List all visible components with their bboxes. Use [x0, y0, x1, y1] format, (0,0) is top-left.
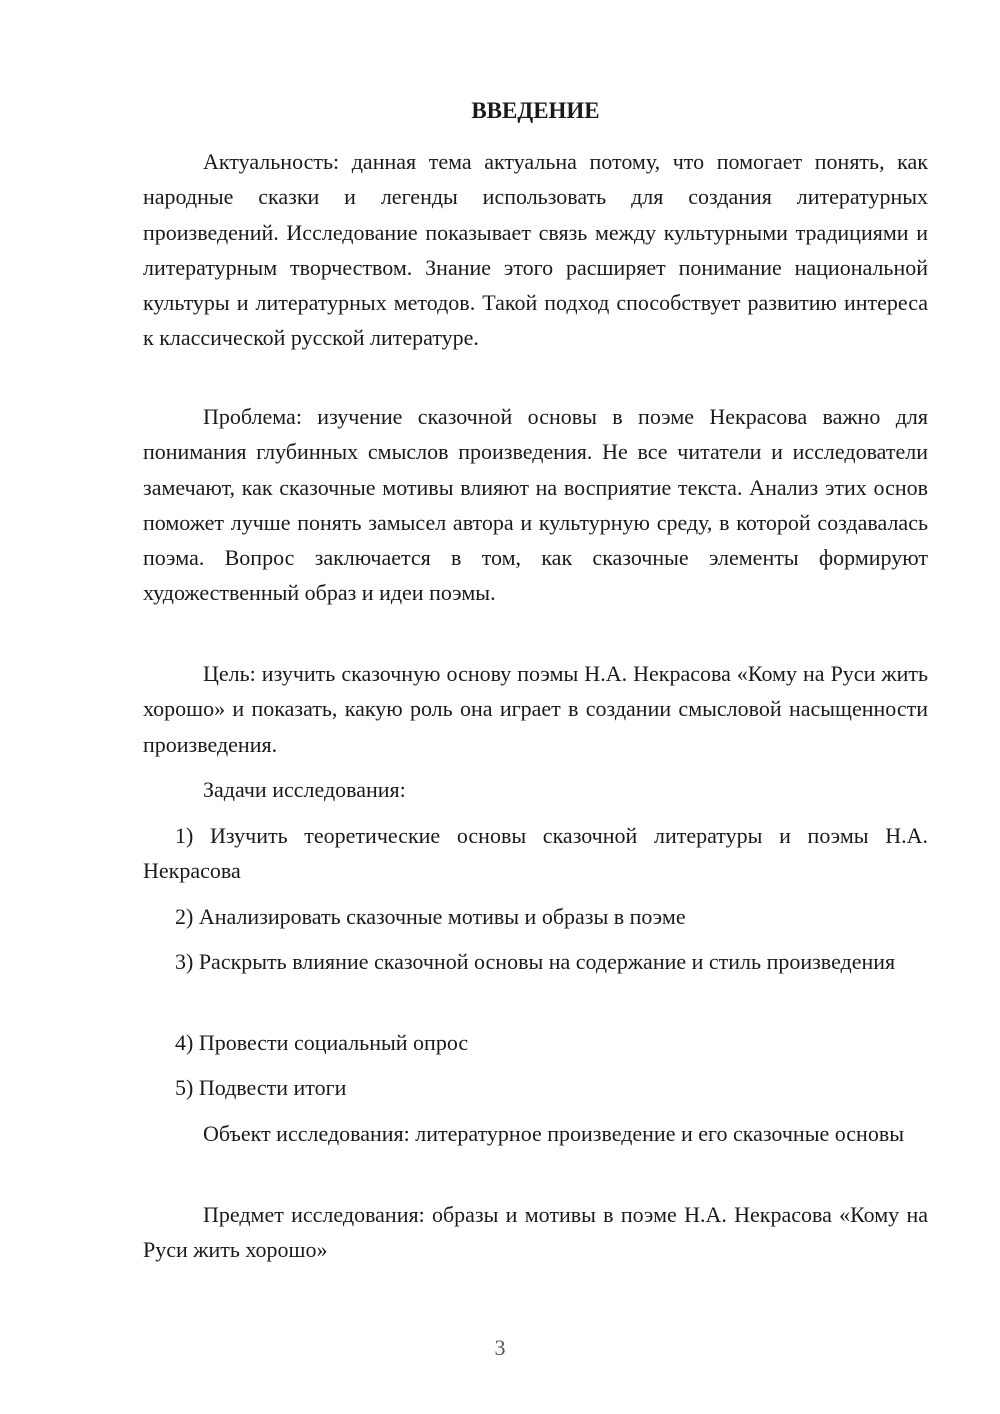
page-number: 3 — [494, 1335, 506, 1360]
task-item-3: 3) Раскрыть влияние сказочной основы на содержание и стиль произведения — [175, 949, 896, 974]
tasks-heading: Задачи исследования: — [203, 777, 406, 802]
relevance-paragraph: Актуальность: данная тема актуальна потому, что помогает понять, как народные сказки и легенды использовать для создания литературных произведений. Исследование показывает связь между культурными традициями и литературным творчеством. Знание этого расширяет понимание национальной культуры и литературных методов. Такой подход способствует развитию интереса к классической русской литературе. — [143, 149, 928, 351]
subject-paragraph: Предмет исследования: образы и мотивы в поэме Н.А. Некрасова «Кому на Руси жить хорошо» — [143, 1202, 928, 1263]
task-item-1: 1) Изучить теоретические основы сказочной литературы и поэмы Н.А. Некрасова — [143, 823, 928, 884]
task-item-2: 2) Анализировать сказочные мотивы и образы в поэме — [175, 904, 686, 929]
section-title: ВВЕДЕНИЕ — [471, 98, 600, 123]
goal-paragraph: Цель: изучить сказочную основу поэмы Н.А. Некрасова «Кому на Руси жить хорошо» и показать, какую роль она играет в создании смысловой насыщенности произведения. — [143, 661, 928, 757]
object-paragraph: Объект исследования: литературное произведение и его сказочные основы — [203, 1121, 905, 1146]
problem-paragraph: Проблема: изучение сказочной основы в поэме Некрасова важно для понимания глубинных смыслов произведения. Не все читатели и исследователи замечают, как сказочные мотивы влияют на восприятие текста. Анализ этих основ поможет лучше понять замысел автора и культурную среду, в которой создавалась поэма. Вопрос заключается в том, как сказочные элементы формируют художественный образ и идеи поэмы. — [143, 404, 928, 606]
task-item-4: 4) Провести социальный опрос — [175, 1030, 469, 1055]
task-item-5: 5) Подвести итоги — [175, 1075, 347, 1100]
